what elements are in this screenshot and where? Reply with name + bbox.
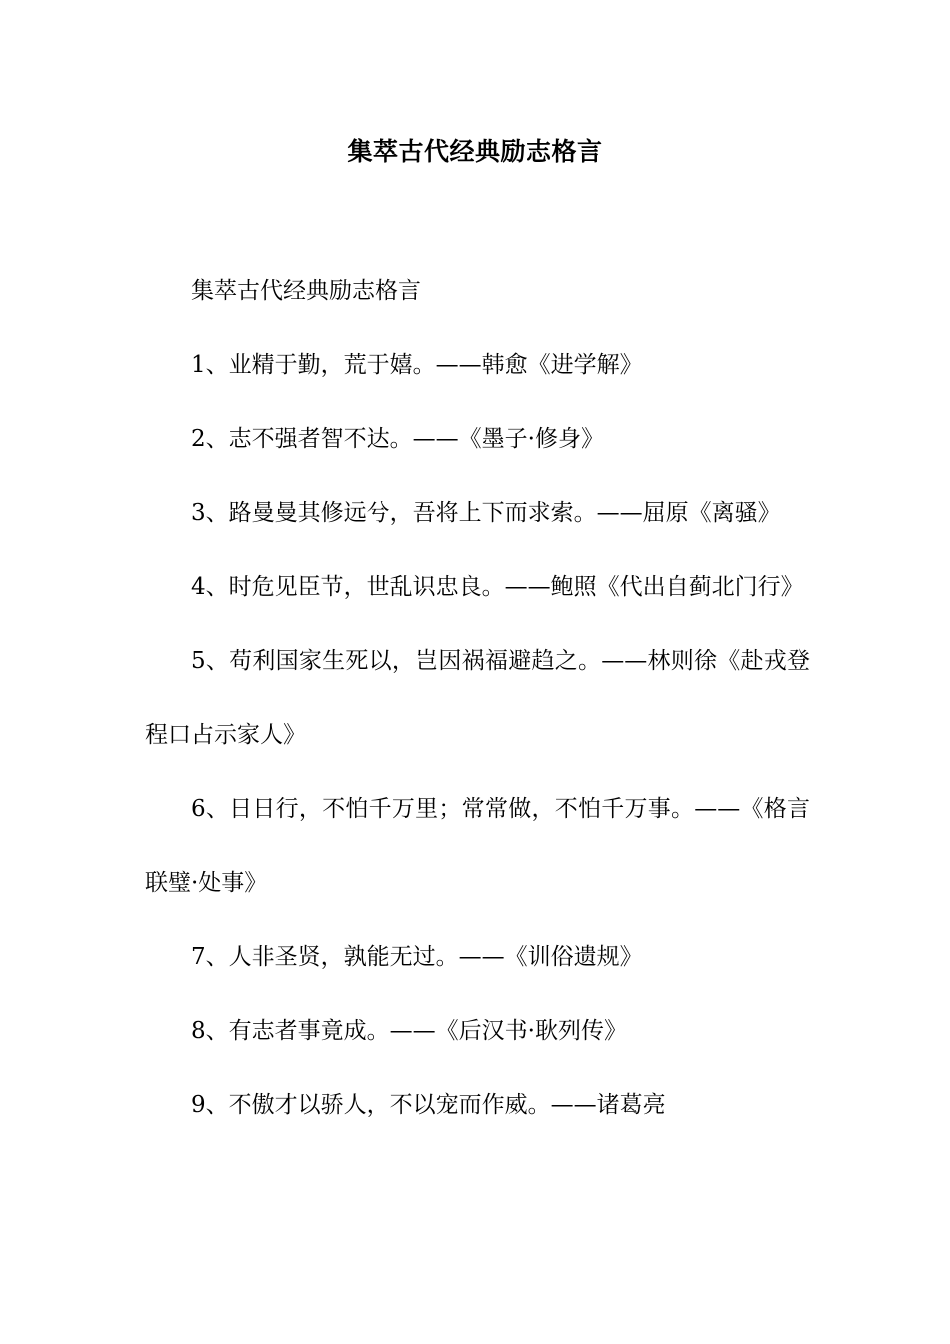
quote-9: 9、不傲才以骄人，不以宠而作威。——诸葛亮 <box>191 1092 666 1118</box>
quote-6: 6、日日行，不怕千万里；常常做，不怕千万事。——《格言联璧·处事》 <box>145 796 810 896</box>
quote-7: 7、人非圣贤，孰能无过。——《训俗遗规》 <box>191 944 643 970</box>
document-body <box>145 254 810 1142</box>
quote-1: 1、业精于勤，荒于嬉。——韩愈《进学解》 <box>191 352 643 378</box>
intro-paragraph: 集萃古代经典励志格言 <box>191 278 421 304</box>
quote-5: 5、苟利国家生死以，岂因祸福避趋之。——林则徐《赴戎登程口占示家人》 <box>145 648 810 748</box>
quote-4: 4、时危见臣节，世乱识忠良。——鲍照《代出自蓟北门行》 <box>191 574 804 600</box>
document-title: 集萃古代经典励志格言 <box>347 137 603 166</box>
quote-2: 2、志不强者智不达。——《墨子·修身》 <box>191 426 604 452</box>
quote-3: 3、路曼曼其修远兮，吾将上下而求索。——屈原《离骚》 <box>191 500 781 526</box>
quote-8: 8、有志者事竟成。——《后汉书·耿列传》 <box>191 1018 627 1044</box>
